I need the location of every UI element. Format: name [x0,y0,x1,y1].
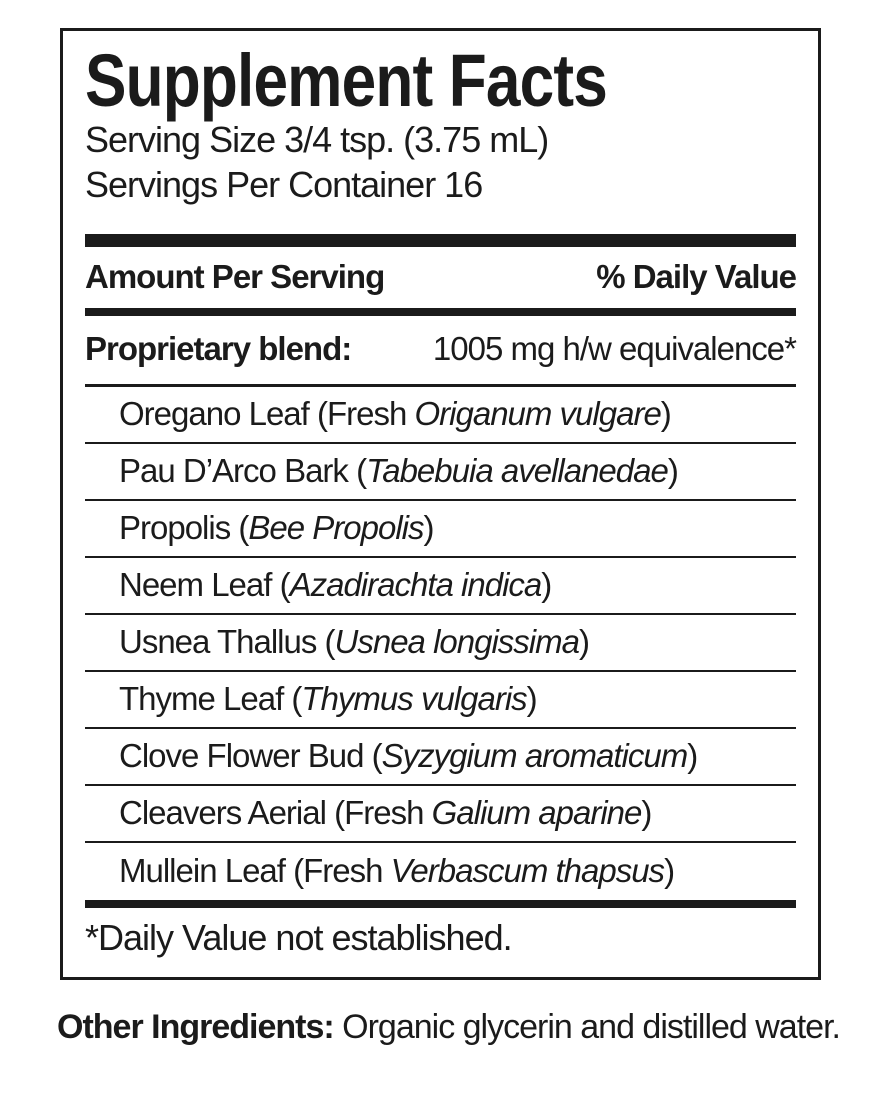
ingredient-text: Propolis (Bee Propolis) [119,509,434,547]
latin-name: Thymus vulgaris [301,680,527,718]
latin-name: Bee Propolis [248,509,424,547]
ingredient-row-oregano [85,387,796,444]
ingredient-text: Thyme Leaf (Thymus vulgaris) [119,680,537,718]
latin-name: Azadirachta indica [289,566,542,604]
ingredient-text: Pau D’Arco Bark (Tabebuia avellanedae) [119,452,678,490]
ingredient-row-thyme [85,672,796,729]
ingredient-row-cleavers [85,786,796,843]
ingredient-row-propolis [85,501,796,558]
ingredient-row-pau-darco [85,444,796,501]
other-ingredients-text: Organic glycerin and distilled water. [333,1008,840,1046]
latin-name: Verbascum thapsus [390,852,665,890]
other-ingredients-line [57,1008,840,1047]
serving-size-line: Serving Size 3/4 tsp. (3.75 mL) [85,119,549,161]
thick-separator-top [85,234,796,247]
latin-name: Usnea longissima [334,623,579,661]
latin-name: Galium aparine [431,794,642,832]
proprietary-blend-row [85,316,796,384]
proprietary-blend-amount: 1005 mg h/w equivalence* [432,329,796,367]
medium-separator-header [85,308,796,316]
ingredient-row-neem [85,558,796,615]
supplement-facts-panel [60,28,821,980]
servings-per-container-line: Servings Per Container 16 [85,164,483,206]
latin-name: Syzygium aromaticum [381,737,688,775]
proprietary-blend-label: Proprietary blend: [85,329,352,367]
amount-per-serving-header: Amount Per Serving [85,257,385,295]
ingredient-row-usnea [85,615,796,672]
latin-name: Tabebuia avellanedae [366,452,668,490]
ingredient-row-clove [85,729,796,786]
medium-separator-footnote [85,900,796,908]
column-header-row [85,247,796,308]
percent-daily-value-header: % Daily Value [596,257,796,295]
ingredient-text: Neem Leaf (Azadirachta indica) [119,566,552,604]
ingredient-row-mullein [85,843,796,900]
daily-value-footnote: *Daily Value not established. [85,916,512,958]
ingredient-text: Cleavers Aerial (Fresh Galium aparine) [119,794,652,832]
latin-name: Origanum vulgare [414,395,661,433]
ingredient-text: Mullein Leaf (Fresh Verbascum thapsus) [119,852,675,890]
ingredient-text: Oregano Leaf (Fresh Origanum vulgare) [119,395,671,433]
other-ingredients-label: Other Ingredients: [57,1008,334,1046]
ingredient-text: Clove Flower Bud (Syzygium aromaticum) [119,737,698,775]
panel-title: Supplement Facts [85,39,607,122]
ingredient-text: Usnea Thallus (Usnea longissima) [119,623,589,661]
